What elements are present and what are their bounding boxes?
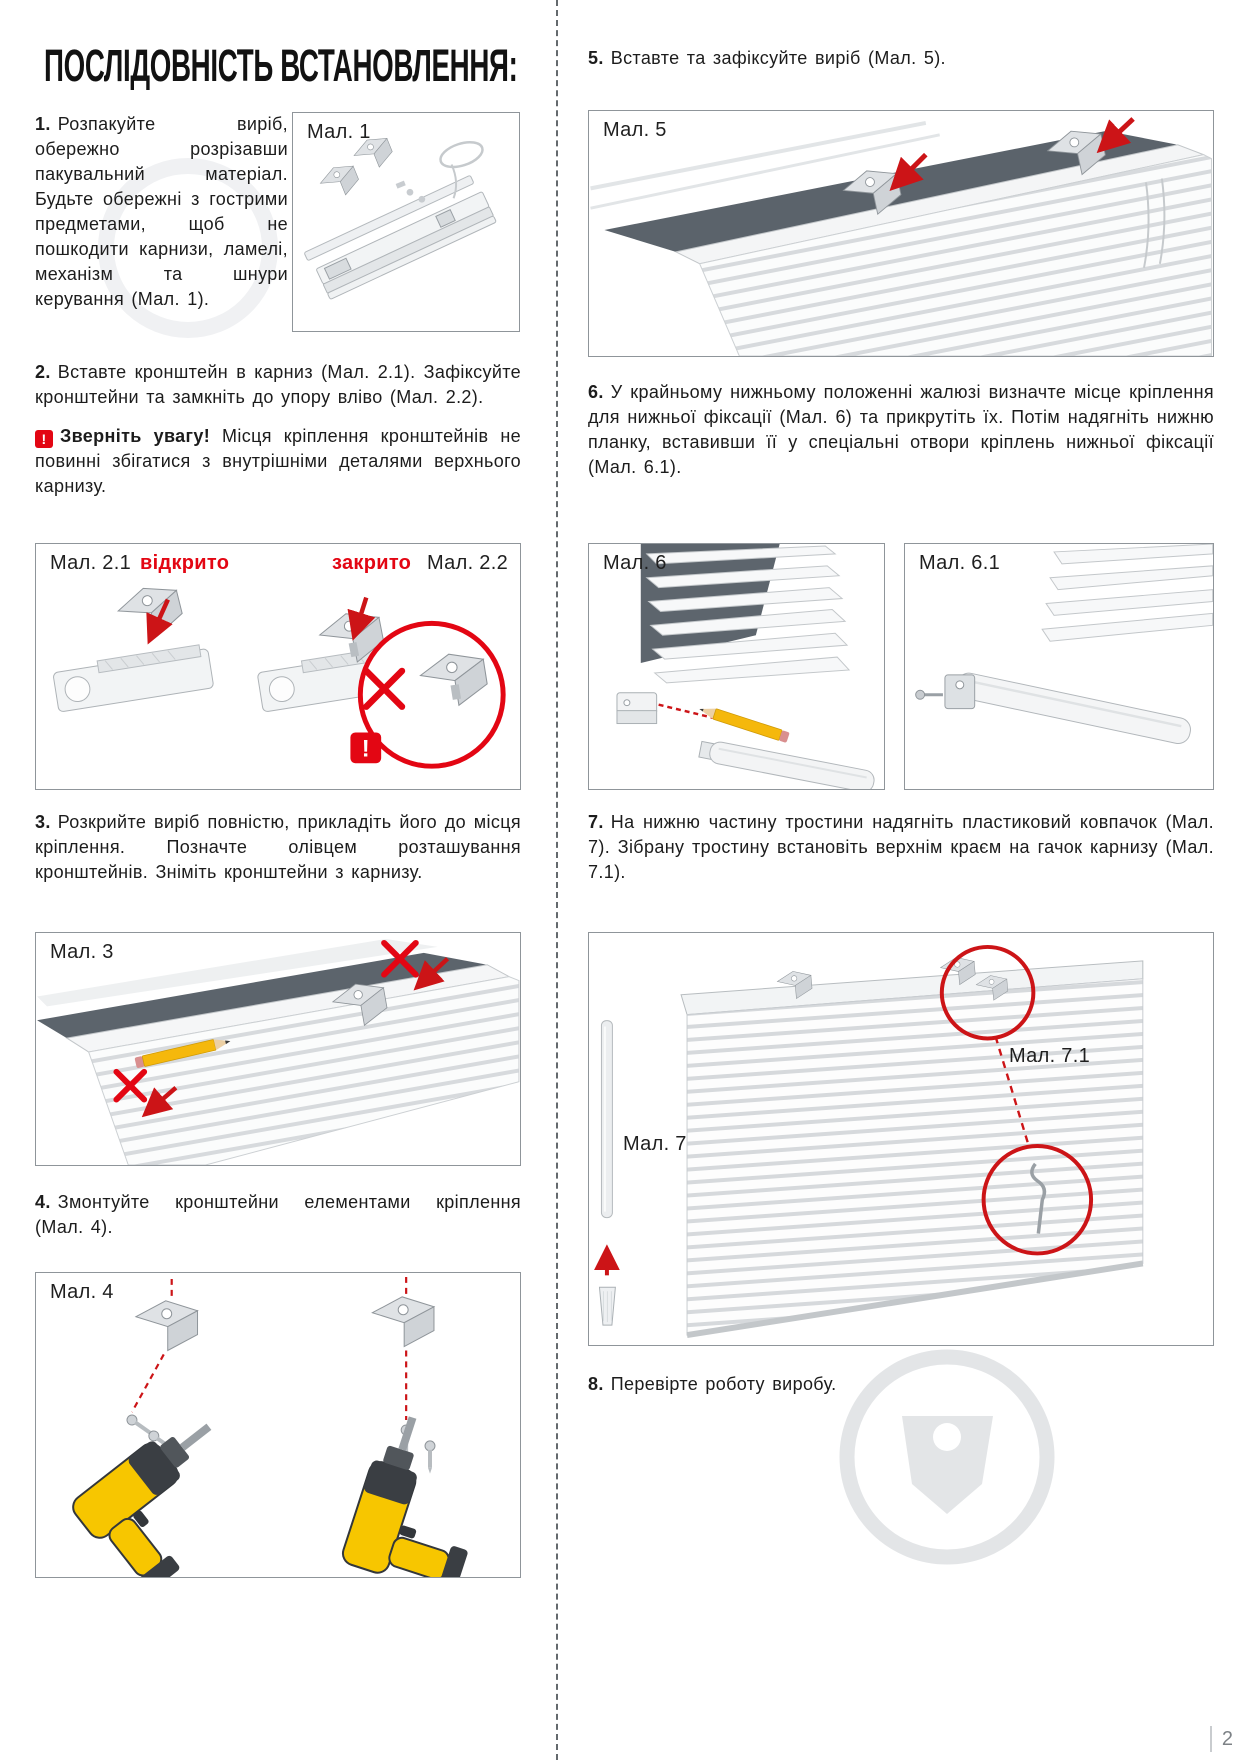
step-7-number: 7.	[588, 812, 604, 832]
step-1-paragraph	[35, 112, 288, 312]
step-2-text: Вставте кронштейн в карниз (Мал. 2.1). Зафіксуйте кронштейни та замкніть до упору вліво (Мал. 2.2).	[35, 362, 521, 407]
step-7-paragraph	[588, 810, 1214, 885]
figure-2-label-left: Мал. 2.1	[50, 552, 131, 574]
step-8-paragraph	[588, 1372, 1214, 1397]
figure-2-closed-label: закрито	[332, 552, 412, 574]
figure-5-illustration	[589, 111, 1213, 356]
step-3-paragraph	[35, 810, 521, 885]
figure-5	[588, 110, 1214, 357]
warning-icon: !	[35, 430, 53, 448]
figure-4-illustration	[36, 1273, 520, 1577]
warning-bold: Зверніть увагу!	[60, 426, 211, 446]
step-3-text: Розкрийте виріб повністю, прикладіть його до місця кріплення. Позначте олівцем розташування кронштейнів. Зніміть кронштейни з карнизу.	[35, 812, 521, 882]
step-8-number: 8.	[588, 1374, 604, 1394]
step-5-number: 5.	[588, 48, 604, 68]
figure-3	[35, 932, 521, 1166]
figure-1	[292, 112, 520, 332]
step-1-text: Розпакуйте виріб, обережно розрізавши пакувальний матеріал. Будьте обережні з гострими предметами, щоб не пошкодити карнизи, ламелі, механізм та шнури керування (Мал. 1).	[35, 114, 288, 309]
figure-6-1	[904, 543, 1214, 790]
figure-2-illustration	[36, 544, 520, 789]
figure-5-label: Мал. 5	[603, 119, 667, 141]
figure-1-label: Мал. 1	[307, 121, 371, 143]
page-footer	[1210, 1726, 1233, 1752]
figure-4-label: Мал. 4	[50, 1281, 114, 1303]
step-4-number: 4.	[35, 1192, 51, 1212]
warning-text: Місця кріплення кронштейнів не повинні збігатися з внутрішніми деталями верхнього карнизу.	[35, 426, 521, 496]
figure-6-1-label: Мал. 6.1	[919, 552, 1000, 574]
figure-2-open-label: відкрито	[140, 552, 230, 574]
figure-2-exclamation: !	[361, 735, 370, 763]
step-2-warning	[35, 424, 521, 499]
figure-7	[588, 932, 1214, 1346]
figure-2-label-right: Мал. 2.2	[427, 552, 508, 574]
figure-1-illustration	[293, 113, 519, 331]
figure-7-label: Мал. 7	[623, 1133, 687, 1155]
page-number: 2	[1221, 1727, 1233, 1750]
step-8-text: Перевірте роботу виробу.	[610, 1374, 837, 1394]
figure-3-label: Мал. 3	[50, 941, 114, 963]
step-4-paragraph	[35, 1190, 521, 1240]
figure-6-1-illustration	[905, 544, 1213, 789]
figure-3-illustration	[36, 933, 520, 1165]
figure-6-label: Мал. 6	[603, 552, 667, 574]
step-1-number: 1.	[35, 114, 51, 134]
footer-divider	[1210, 1726, 1212, 1752]
step-6-paragraph	[588, 380, 1214, 480]
step-6-text: У крайньому нижньому положенні жалюзі визначте місце кріплення для нижньої фіксації (Мал. 6) та прикрутіть їх. Потім надягніть нижню планку, вставивши її у спеціальні отвори кріплень нижньої фіксації (Мал. 6.1).	[588, 382, 1214, 477]
page-title: ПОСЛІДОВНІСТЬ ВСТАНОВЛЕННЯ:	[44, 40, 518, 91]
step-3-number: 3.	[35, 812, 51, 832]
figure-2	[35, 543, 521, 790]
column-divider	[556, 0, 558, 1760]
step-4-text: Змонтуйте кронштейни елементами кріплення (Мал. 4).	[35, 1192, 521, 1237]
figure-7-1-label: Мал. 7.1	[1009, 1045, 1090, 1067]
figure-6-illustration	[589, 544, 884, 789]
step-5-text: Вставте та зафіксуйте виріб (Мал. 5).	[610, 48, 946, 68]
step-5-paragraph	[588, 46, 1214, 71]
step-6-number: 6.	[588, 382, 604, 402]
step-7-text: На нижню частину тростини надягніть пластиковий ковпачок (Мал. 7). Зібрану тростину встановіть верхнім краєм на гачок карнизу (Мал. 7.1).	[588, 812, 1214, 882]
figure-6	[588, 543, 885, 790]
step-2-number: 2.	[35, 362, 51, 382]
step-2-paragraph	[35, 360, 521, 410]
figure-4	[35, 1272, 521, 1578]
